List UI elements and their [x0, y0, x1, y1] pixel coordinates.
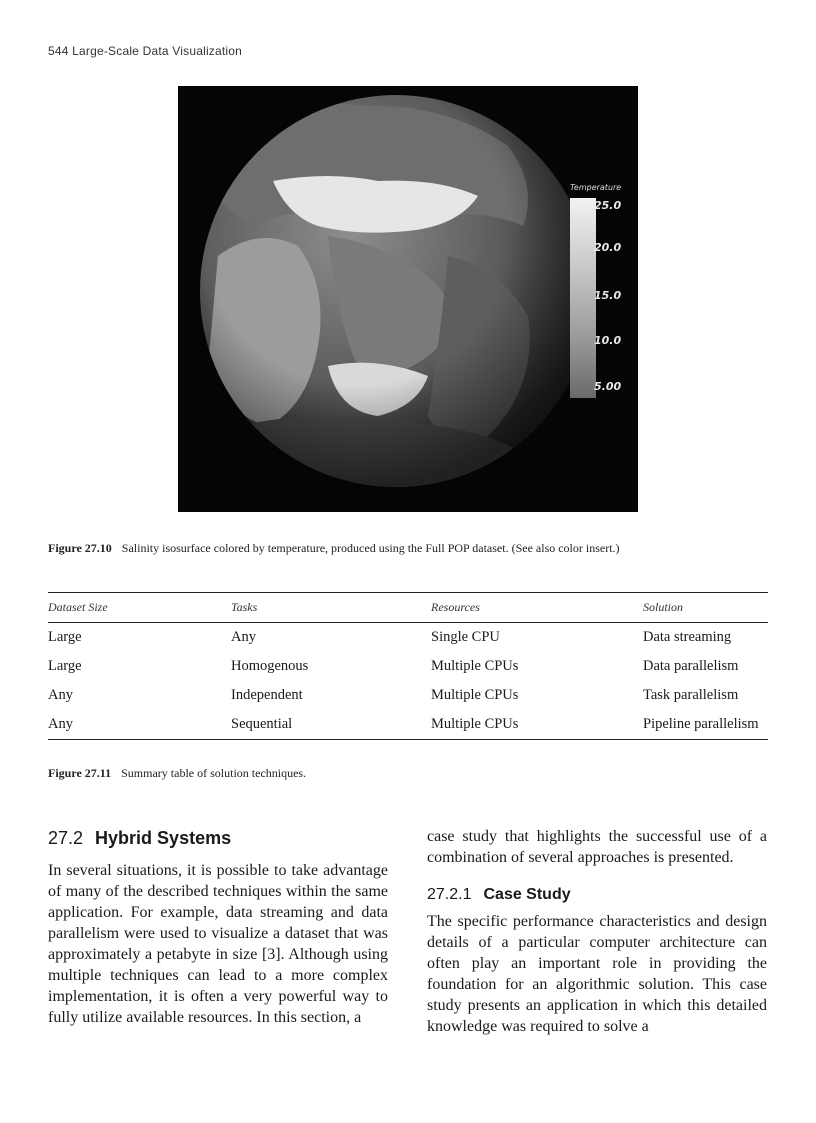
table-cell: Multiple CPUs: [431, 686, 519, 703]
figure-caption: [48, 541, 620, 556]
summary-table: [48, 592, 768, 740]
body-paragraph-continued: case study that highlights the successful use of a combination of several approaches is presented.: [427, 828, 767, 866]
table-cell: Any: [231, 628, 256, 645]
colorbar-tick: 10.0: [594, 334, 622, 347]
table-cell: Multiple CPUs: [431, 657, 519, 674]
table-cell: Homogenous: [231, 657, 309, 674]
table-cell: Single CPU: [431, 628, 500, 645]
figure-caption-text: Salinity isosurface colored by temperature, produced using the Full POP dataset. (See also color insert.): [121, 541, 620, 555]
table-cell: Large: [48, 628, 82, 645]
colorbar-tick: 20.0: [594, 241, 622, 254]
section-title: Hybrid Systems: [95, 828, 232, 848]
table-cell: Data parallelism: [643, 657, 739, 674]
subsection-title: Case Study: [483, 886, 571, 903]
colorbar-title: Temperature: [570, 183, 622, 192]
globe-visualization: [178, 86, 638, 512]
section-heading: [48, 826, 388, 850]
table-header-cell: Solution: [643, 600, 684, 614]
right-column: [427, 826, 767, 1037]
table-caption-text: Summary table of solution techniques.: [121, 766, 307, 780]
figure-globe-image: [178, 86, 638, 512]
table-row: [48, 623, 768, 653]
table-header-cell: Tasks: [231, 600, 258, 614]
table-cell: Any: [48, 715, 73, 732]
subsection-heading: [427, 884, 767, 906]
table-cell: Multiple CPUs: [431, 715, 519, 732]
colorbar-gradient: [570, 198, 596, 398]
table-cell: Data streaming: [643, 628, 732, 645]
colorbar-tick: 5.00: [594, 380, 622, 393]
table-cell: Sequential: [231, 715, 293, 732]
table-figure-label: Figure 27.11: [48, 766, 112, 780]
table-row: [48, 652, 768, 681]
table-cell: Independent: [231, 686, 303, 703]
table-cell: Pipeline parallelism: [643, 715, 759, 732]
table-row: [48, 710, 768, 740]
globe-shading: [200, 95, 592, 487]
running-head: 544 Large-Scale Data Visualization: [48, 44, 243, 58]
table-row: [48, 681, 768, 710]
subsection-number: 27.2.1: [427, 886, 472, 903]
body-paragraph: In several situations, it is possible to take advantage of many of the described techniques within the same application. For example, data streaming and data parallelism were used to visualize a dataset that was approximately a petabyte in size [3]. Although using multiple techniques can lead to a more complex implementation, it is often a very powerful way to fully utilize available resources. In this section, a: [48, 862, 388, 1026]
left-column: [48, 826, 388, 1028]
table-header-row: [48, 593, 768, 623]
table-cell: Large: [48, 657, 82, 674]
figure-label: Figure 27.10: [48, 541, 112, 555]
table-header-cell: Resources: [431, 600, 480, 614]
table-header-cell: Dataset Size: [48, 600, 108, 614]
body-paragraph: The specific performance characteristics and design details of a particular computer architecture can often play an important role in providing the foundation for an algorithmic solution. This case study presents an application in which this detailed knowledge was required to solve a: [427, 913, 767, 1035]
colorbar-tick: 15.0: [594, 289, 622, 302]
section-number: 27.2: [48, 828, 84, 848]
table-cell: Any: [48, 686, 73, 703]
table-caption: [48, 766, 306, 781]
colorbar-tick: 25.0: [594, 199, 622, 212]
table-cell: Task parallelism: [643, 686, 739, 703]
